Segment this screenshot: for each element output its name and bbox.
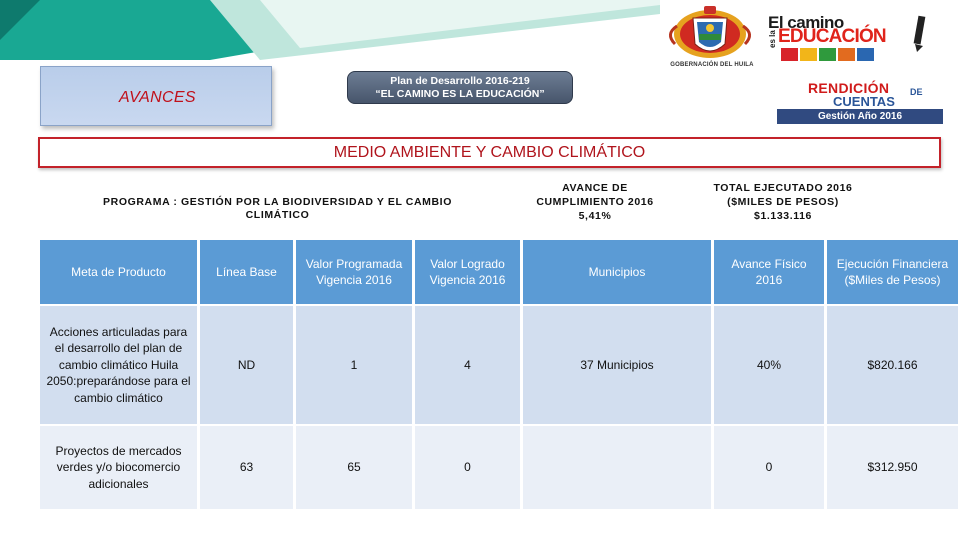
plan-banner-line2: “EL CAMINO ES LA EDUCACIÓN” <box>375 88 545 100</box>
total-ejecutado-line1: TOTAL EJECUTADO 2016 <box>713 182 853 194</box>
total-ejecutado <box>690 181 876 223</box>
header-valor-programado: Valor Programada Vigencia 2016 <box>296 240 412 304</box>
avances-label: AVANCES <box>119 89 196 106</box>
avance-cumplimiento-line2: CUMPLIMIENTO 2016 <box>536 196 654 208</box>
cell-valor-programado: 1 <box>296 306 412 424</box>
programa-title: PROGRAMA : GESTIÓN POR LA BIODIVERSIDAD Y EL CAMBIO CLIMÁTICO <box>103 196 452 221</box>
camino-logo-small: es la <box>768 30 777 48</box>
header-ejecucion: Ejecución Financiera ($Miles de Pesos) <box>827 240 958 304</box>
camino-logo-line2: EDUCACIÓN <box>778 26 886 47</box>
header-valor-logrado: Valor Logrado Vigencia 2016 <box>415 240 520 304</box>
rendicion-de: DE <box>910 87 923 97</box>
header-municipios: Municipios <box>523 240 711 304</box>
section-title: MEDIO AMBIENTE Y CAMBIO CLIMÁTICO <box>38 137 941 168</box>
cell-avance-fisico: 0 <box>714 426 824 509</box>
cell-valor-logrado: 4 <box>415 306 520 424</box>
pencil-icon <box>914 16 926 52</box>
plan-banner-line1: Plan de Desarrollo 2016-219 <box>390 75 530 87</box>
cell-meta: Proyectos de mercados verdes y/o biocomercio adicionales <box>40 426 197 509</box>
cell-valor-programado: 65 <box>296 426 412 509</box>
cell-linea-base: ND <box>200 306 293 424</box>
goals-table <box>37 238 960 511</box>
table-row <box>40 306 958 424</box>
cell-linea-base: 63 <box>200 426 293 509</box>
rendicion-line2: CUENTAS <box>833 94 895 109</box>
header-meta: Meta de Producto <box>40 240 197 304</box>
avance-cumplimiento-line1: AVANCE DE <box>562 182 628 194</box>
education-colors-icon <box>781 48 874 61</box>
cell-avance-fisico: 40% <box>714 306 824 424</box>
cell-municipios <box>523 426 711 509</box>
gobernacion-label: GOBERNACIÓN DEL HUILA <box>670 62 754 68</box>
plan-banner <box>347 71 573 104</box>
cell-municipios: 37 Municipios <box>523 306 711 424</box>
camino-logo-line1: El camino <box>768 13 844 32</box>
cell-ejecucion: $312.950 <box>827 426 958 509</box>
table-header-row <box>40 240 958 304</box>
rendicion-line1: RENDICIÓN <box>808 80 890 96</box>
header-avance-fisico: Avance Físico 2016 <box>714 240 824 304</box>
table-row <box>40 426 958 509</box>
avance-cumplimiento-value: 5,41% <box>578 210 612 222</box>
cell-valor-logrado: 0 <box>415 426 520 509</box>
cell-ejecucion: $820.166 <box>827 306 958 424</box>
avances-box <box>40 66 272 126</box>
gestion-bar: Gestión Año 2016 <box>777 109 943 124</box>
huila-coat-of-arms-icon <box>670 6 749 58</box>
cell-meta: Acciones articuladas para el desarrollo del plan de cambio climático Huila 2050:preparándose para el cambio climático <box>40 306 197 424</box>
total-ejecutado-value: $1.133.116 <box>754 210 812 222</box>
avance-cumplimiento <box>511 181 679 223</box>
total-ejecutado-line2: ($MILES DE PESOS) <box>727 196 839 208</box>
header-linea-base: Línea Base <box>200 240 293 304</box>
